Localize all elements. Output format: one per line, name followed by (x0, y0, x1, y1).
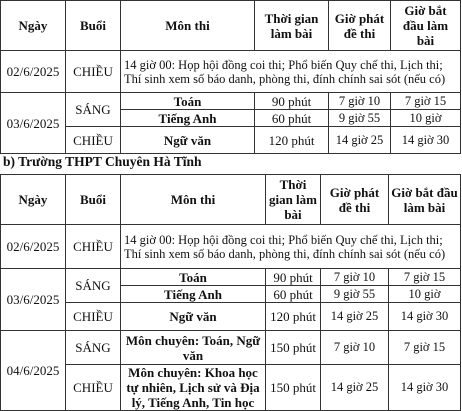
header-distribute-time: Giờ phát đề thi (321, 175, 389, 225)
cell-distribute-time: 9 giờ 55 (329, 110, 391, 127)
cell-subject: Toán (121, 269, 266, 286)
table-row (1, 225, 461, 269)
header-session: Buổi (66, 175, 121, 225)
header-date: Ngày (1, 1, 66, 51)
table-row (1, 269, 461, 286)
cell-distribute-time: 7 giờ 10 (329, 93, 391, 110)
header-duration: Thời gian làm bài (266, 175, 321, 225)
exam-schedule-table-2 (0, 174, 461, 411)
cell-subject: Toán (121, 93, 255, 110)
table-header-row (1, 1, 461, 51)
cell-start-time: 10 giờ (391, 110, 461, 127)
header-distribute-time: Giờ phát đề thi (329, 1, 391, 51)
cell-date: 04/6/2025 (1, 331, 66, 411)
header-date: Ngày (1, 175, 66, 225)
table-row (1, 93, 461, 110)
cell-start-time: 7 giờ 15 (389, 331, 461, 365)
table-row (1, 331, 461, 365)
cell-session: CHIỀU (66, 127, 121, 154)
table-row (1, 365, 461, 411)
cell-duration: 60 phút (266, 286, 321, 303)
cell-duration: 90 phút (266, 269, 321, 286)
header-duration: Thời gian làm bài (255, 1, 329, 51)
cell-start-time: 7 giờ 15 (391, 93, 461, 110)
table-row (1, 51, 461, 93)
cell-date: 02/6/2025 (1, 225, 66, 269)
cell-session: SÁNG (66, 269, 121, 303)
header-start-time: Giờ bắt đầu làm bài (389, 175, 461, 225)
table-row (1, 303, 461, 331)
cell-duration: 60 phút (255, 110, 329, 127)
table-row (1, 127, 461, 154)
cell-start-time: 14 giờ 30 (391, 127, 461, 154)
cell-duration: 150 phút (266, 365, 321, 411)
header-subject: Môn thi (121, 175, 266, 225)
cell-subject: Ngữ văn (121, 127, 255, 154)
cell-session: CHIỀU (66, 303, 121, 331)
cell-distribute-time: 14 giờ 25 (321, 303, 389, 331)
cell-subject: Ngữ văn (121, 303, 266, 331)
cell-note: 14 giờ 00: Họp hội đồng coi thi; Phổ biến Quy chế thi, Lịch thi; Thí sinh xem số báo danh, phòng thi, đính chính sai sót (nếu có) (121, 225, 461, 269)
cell-note: 14 giờ 00: Họp hội đồng coi thi; Phổ biến Quy chế thi, Lịch thi; Thí sinh xem số báo danh, phòng thi, đính chính sai sót (nếu có) (121, 51, 461, 93)
cell-subject: Môn chuyên: Toán, Ngữ văn (121, 331, 266, 365)
cell-session: CHIỀU (66, 365, 121, 411)
cell-distribute-time: 14 giờ 25 (321, 365, 389, 411)
cell-duration: 90 phút (255, 93, 329, 110)
section-b-title: b) Trường THPT Chuyên Hà Tĩnh (3, 154, 202, 169)
cell-session: SÁNG (66, 331, 121, 365)
cell-start-time: 14 giờ 30 (389, 365, 461, 411)
header-start-time: Giờ bắt đầu làm bài (391, 1, 461, 51)
cell-session: CHIỀU (66, 225, 121, 269)
cell-subject: Môn chuyên: Khoa học tự nhiên, Lịch sử và Địa lý, Tiếng Anh, Tin học (121, 365, 266, 411)
exam-schedule-table-1 (0, 0, 461, 154)
cell-session: SÁNG (66, 93, 121, 127)
cell-subject: Tiếng Anh (121, 286, 266, 303)
cell-start-time: 10 giờ (389, 286, 461, 303)
cell-date: 03/6/2025 (1, 269, 66, 331)
cell-duration: 120 phút (255, 127, 329, 154)
cell-start-time: 7 giờ 15 (389, 269, 461, 286)
table-header-row (1, 175, 461, 225)
header-session: Buổi (66, 1, 121, 51)
cell-distribute-time: 14 giờ 25 (329, 127, 391, 154)
cell-duration: 150 phút (266, 331, 321, 365)
cell-distribute-time: 7 giờ 10 (321, 269, 389, 286)
cell-subject: Tiếng Anh (121, 110, 255, 127)
cell-distribute-time: 9 giờ 55 (321, 286, 389, 303)
header-subject: Môn thi (121, 1, 255, 51)
cell-date: 02/6/2025 (1, 51, 66, 93)
cell-duration: 120 phút (266, 303, 321, 331)
cell-session: CHIỀU (66, 51, 121, 93)
cell-date: 03/6/2025 (1, 93, 66, 154)
cell-start-time: 14 giờ 30 (389, 303, 461, 331)
cell-distribute-time: 7 giờ 10 (321, 331, 389, 365)
